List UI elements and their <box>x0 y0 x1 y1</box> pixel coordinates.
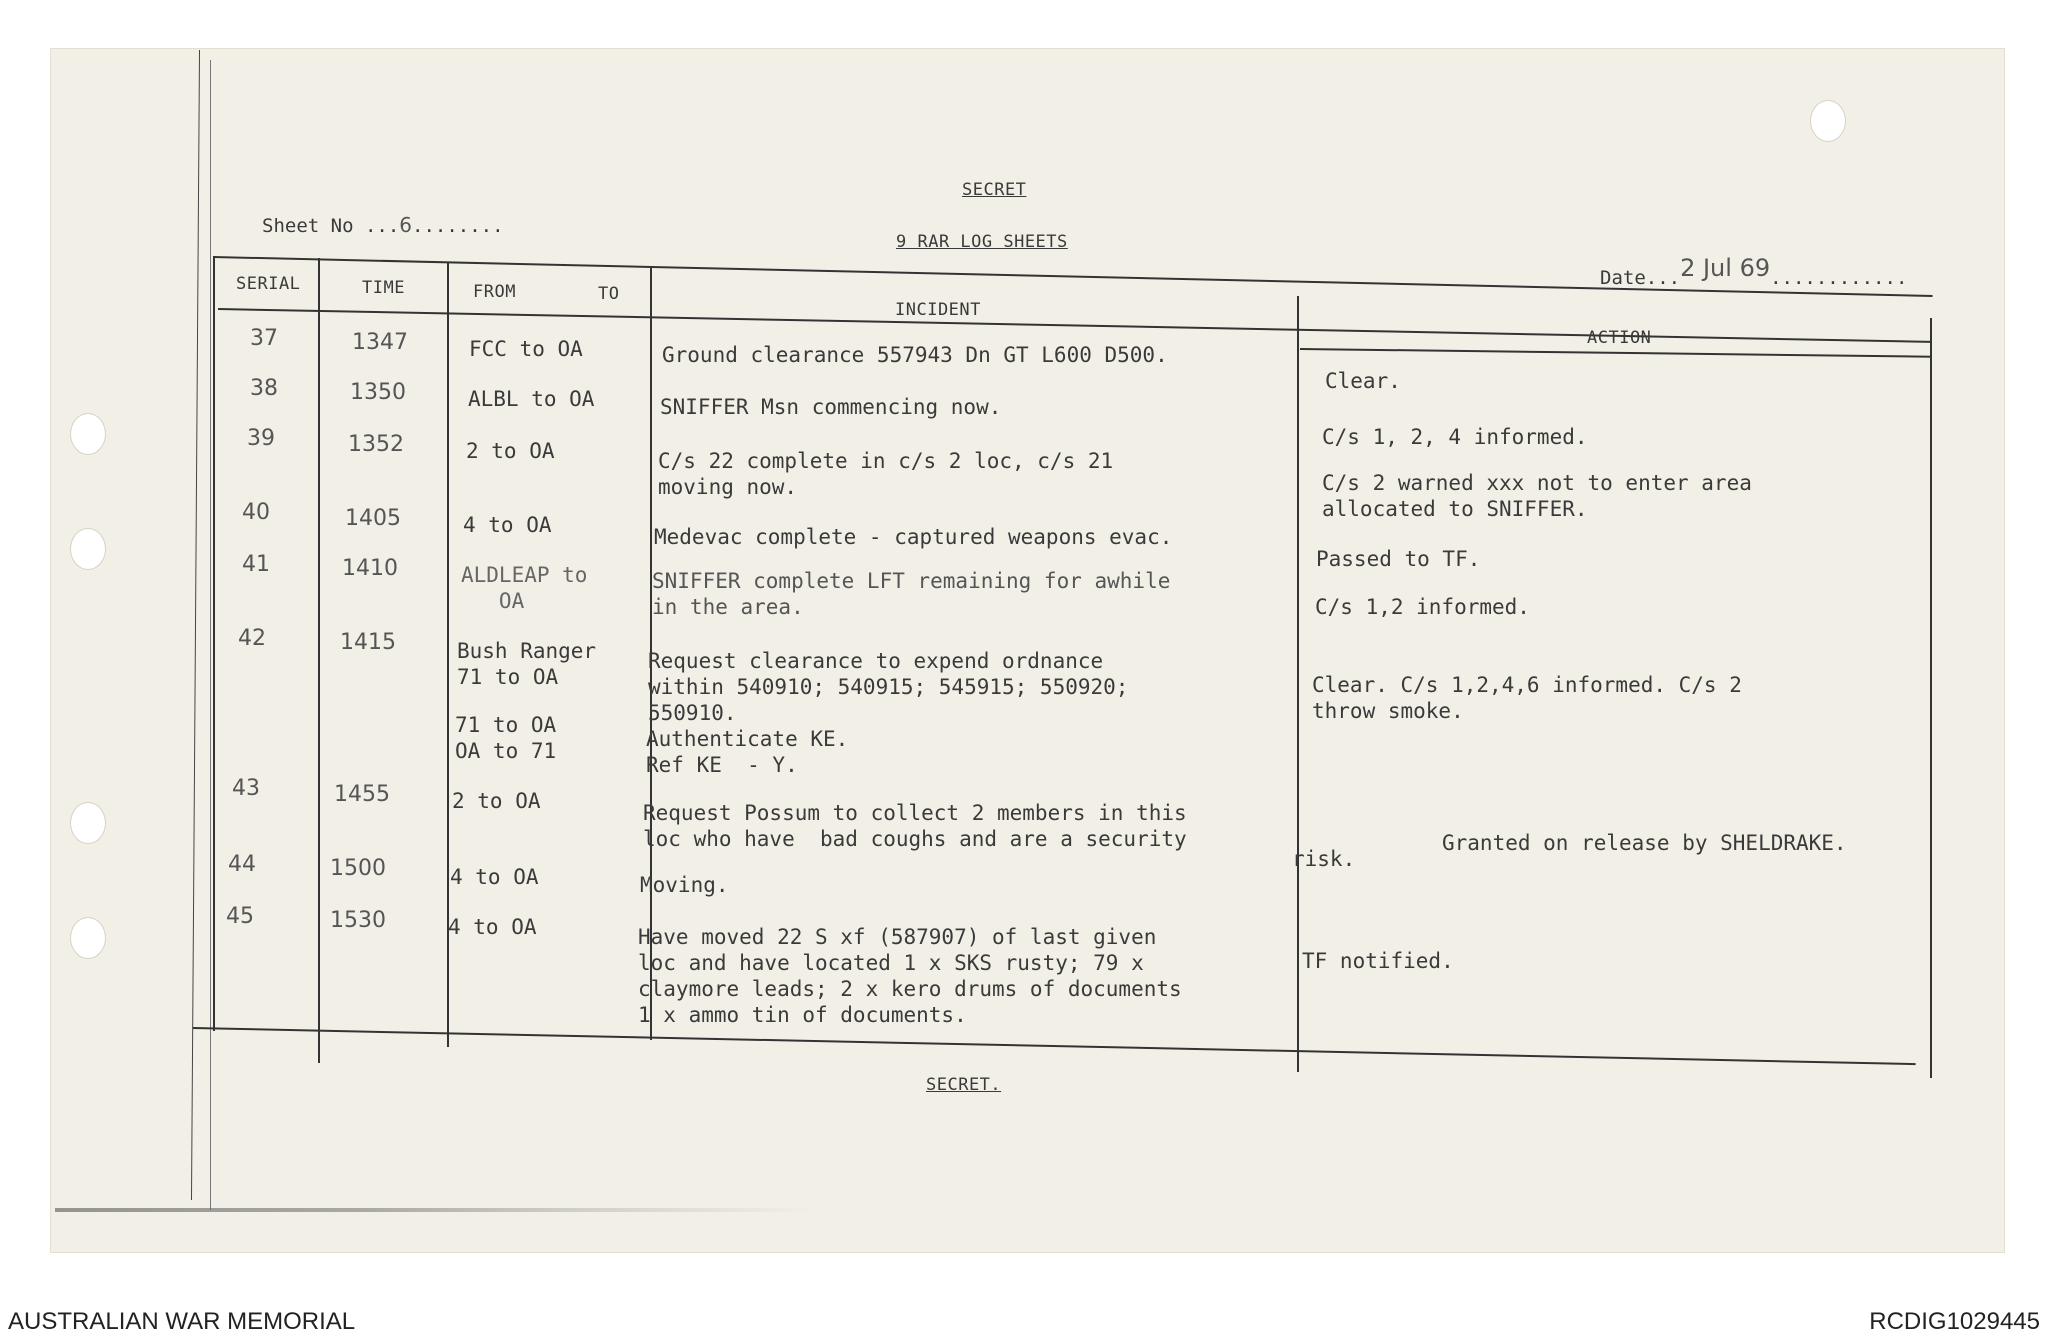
secret-marking-bottom: SECRET. <box>926 1075 1002 1095</box>
column-divider-time <box>318 258 320 1063</box>
row-40-time: 1405 <box>345 506 401 531</box>
row-45-time: 1530 <box>330 908 386 933</box>
margin-stroke-inner <box>210 60 211 1210</box>
row-43-incident: Request Possum to collect 2 members in this loc who have bad coughs and are a security <box>643 801 1187 851</box>
row-39-incident: C/s 22 complete in c/s 2 loc, c/s 21 moving now. <box>658 449 1114 499</box>
col-header-action: ACTION <box>1587 328 1652 348</box>
row-43-incident-tail: risk. <box>1292 847 1356 871</box>
punch-hole-4 <box>70 917 106 959</box>
row-39-from: 2 to OA <box>466 439 555 463</box>
row-39-action: C/s 2 warned xxx not to enter area allocated to SNIFFER. <box>1322 471 1752 521</box>
punch-hole-2 <box>70 528 106 570</box>
row-44-from: 4 to OA <box>450 865 539 889</box>
row-42-from: Bush Ranger 71 to OA <box>457 639 597 689</box>
row-42-serial: 42 <box>238 626 266 651</box>
row-44-serial: 44 <box>228 852 256 877</box>
row-40-from: 4 to OA <box>463 513 552 537</box>
row-41-incident: SNIFFER complete LFT remaining for awhile in the area. <box>652 569 1171 619</box>
row-40-incident: Medevac complete - captured weapons evac. <box>654 525 1173 549</box>
punch-hole-1 <box>70 413 106 455</box>
row-38-time: 1350 <box>350 380 406 405</box>
row-37-time: 1347 <box>352 330 408 355</box>
secret-marking-top: SECRET <box>962 180 1027 200</box>
punch-hole-top-right <box>1810 100 1846 142</box>
sheet-number-label: Sheet No ...6........ <box>262 213 504 237</box>
col-header-time: TIME <box>362 278 405 298</box>
row-42-action: Clear. C/s 1,2,4,6 informed. C/s 2 throw smoke. <box>1312 673 1742 723</box>
column-divider-action <box>1297 296 1299 1072</box>
col-header-from: FROM <box>473 282 516 302</box>
date-value: 2 Jul 69 <box>1680 254 1771 282</box>
row-42-incident: Request clearance to expend ordnance within 540910; 540915; 545915; 550920; 550910. <box>648 649 1129 725</box>
table-right-border <box>1930 318 1932 1078</box>
row-44-time: 1500 <box>330 856 386 881</box>
row-37-from: FCC to OA <box>469 337 583 361</box>
row-39-serial: 39 <box>247 426 275 451</box>
row-43-action: Granted on release by SHELDRAKE. <box>1442 831 1847 855</box>
row-41-time: 1410 <box>342 556 398 581</box>
col-header-to: TO <box>598 284 620 304</box>
row-38-action: C/s 1, 2, 4 informed. <box>1322 425 1588 449</box>
row-45-incident: Have moved 22 S xf (587907) of last given loc and have located 1 x SKS rusty; 79 x claymore leads; 2 x kero drums of documents 1 x ammo tin of documents. <box>638 925 1182 1027</box>
row-37-serial: 37 <box>250 326 278 351</box>
punch-hole-3 <box>70 802 106 844</box>
smudge-mark <box>55 1208 815 1212</box>
row-42-incident-extra: Authenticate KE. Ref KE - Y. <box>646 727 849 777</box>
row-41-serial: 41 <box>242 552 270 577</box>
row-40-serial: 40 <box>242 500 270 525</box>
row-43-from: 2 to OA <box>452 789 541 813</box>
footer-record-id: RCDIG1029445 <box>1869 1308 2040 1335</box>
row-41-action: C/s 1,2 informed. <box>1315 595 1530 619</box>
column-divider-serial <box>213 256 215 1031</box>
row-43-time: 1455 <box>334 782 390 807</box>
row-45-serial: 45 <box>226 904 254 929</box>
col-header-incident: INCIDENT <box>895 300 981 320</box>
row-38-incident: SNIFFER Msn commencing now. <box>660 395 1002 419</box>
sheet-number-value: 6 <box>399 213 413 237</box>
row-44-incident: Moving. <box>640 873 729 897</box>
footer-archive-name: AUSTRALIAN WAR MEMORIAL <box>8 1308 356 1335</box>
row-45-action: TF notified. <box>1302 949 1454 973</box>
col-header-serial: SERIAL <box>236 274 301 294</box>
row-43-serial: 43 <box>232 776 260 801</box>
document-title: 9 RAR LOG SHEETS <box>896 232 1068 252</box>
row-38-serial: 38 <box>250 376 278 401</box>
row-38-from: ALBL to OA <box>468 387 595 411</box>
row-39-time: 1352 <box>348 432 404 457</box>
row-42-time: 1415 <box>340 630 396 655</box>
row-37-incident: Ground clearance 557943 Dn GT L600 D500. <box>662 343 1168 367</box>
row-42-from-extra: 71 to OA OA to 71 <box>455 713 557 763</box>
row-41-from: ALDLEAP to OA <box>461 563 588 613</box>
row-37-action: Clear. <box>1325 369 1401 393</box>
row-40-action: Passed to TF. <box>1316 547 1481 571</box>
row-45-from: 4 to OA <box>448 915 537 939</box>
date-field: Date...2 Jul 69............ <box>1600 254 1908 289</box>
